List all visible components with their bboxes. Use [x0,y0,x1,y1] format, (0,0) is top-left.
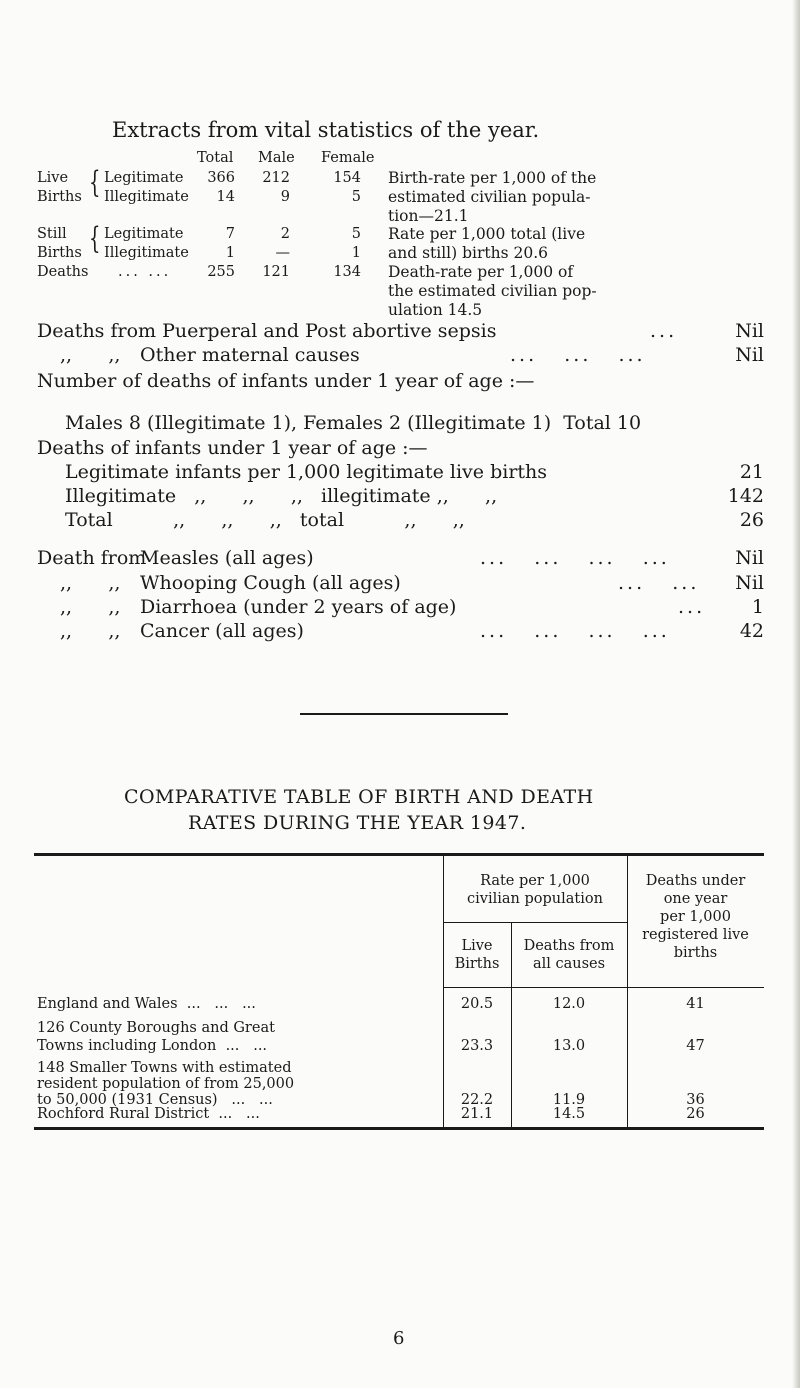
table-cell-deaths: 14.5 [552,1106,586,1122]
note-line: tion—21.1 [388,207,469,225]
comparative-title: COMPARATIVE TABLE OF BIRTH AND DEATH [124,786,594,808]
table-cell-infant: 41 [686,996,705,1012]
infant-rate-heading: Deaths of infants under 1 year of age :— [37,437,428,459]
infant-rate-value: 142 [727,485,764,507]
live-illegit-label: Illegitimate [104,189,189,205]
col-infant-header: Deaths under [645,873,746,889]
comparative-subtitle: RATES DURING THE YEAR 1947. [188,812,527,834]
ditto-mark: ,, ,, [60,344,121,366]
col-infant-header: registered live [642,927,749,943]
col-infant-header: one year [663,891,728,907]
cause-prefix: ,, ,, [60,572,121,594]
table-cell-live: 21.1 [460,1106,494,1122]
col-live-header: Live [461,938,493,954]
still-illegit-female: 1 [351,245,361,261]
table-row-name: to 50,000 (1931 Census) ... ... [37,1092,273,1108]
infant-heading: Number of deaths of infants under 1 year of age :— [37,370,535,392]
col-deaths-header: all causes [532,956,606,972]
note-line: Death-rate per 1,000 of [388,263,574,281]
col-live-header: Births [454,956,500,972]
still-legit-male: 2 [280,226,290,242]
cause-value: 1 [751,596,764,618]
note-line: Rate per 1,000 total (live [388,225,586,243]
deaths-total: 255 [207,264,235,280]
table-cell-deaths: 13.0 [552,1038,586,1054]
note-line: Birth-rate per 1,000 of the [388,169,597,187]
infant-summary: Males 8 (Illegitimate 1), Females 2 (Illegitimate 1) Total 10 [65,412,642,434]
table-row-name: 126 County Boroughs and Great [37,1020,275,1036]
cause-value: Nil [735,572,764,594]
table-row-name: resident population of from 25,000 [37,1076,295,1092]
live-legit-label: Legitimate [104,170,184,186]
puerperal-value: Nil [735,320,764,342]
col-group-header: Rate per 1,000 [480,873,590,889]
still-illegit-total: 1 [225,245,235,261]
other-maternal-label: Other maternal causes [140,344,360,366]
note-line: and still) births 20.6 [388,244,548,262]
col-infant-header: births [673,945,718,961]
infant-rate-label: Total ,, ,, ,, total ,, ,, [65,509,465,531]
live-legit-male: 212 [262,170,290,186]
cause-value: 42 [739,620,764,642]
live-illegit-male: 9 [280,189,290,205]
other-maternal-value: Nil [735,344,764,366]
cause-leader: ... ... [618,572,700,594]
table-cell-live: 20.5 [460,996,494,1012]
table-subhead-rule [443,922,627,923]
table-head-rule [443,987,764,988]
table-cell-infant: 26 [686,1106,705,1122]
cause-prefix: ,, ,, [60,620,121,642]
still-legit-total: 7 [225,226,235,242]
still-illegit-label: Illegitimate [104,245,189,261]
cause-label: Measles (all ages) [140,547,314,569]
col-deaths-header: Deaths from [523,938,615,954]
infant-rate-label: Legitimate infants per 1,000 legitimate live births [65,461,548,483]
other-maternal-leader: ... ... ... [510,344,646,366]
live-label: Live [37,170,69,186]
puerperal-leader: ... [650,320,678,342]
infant-rate-value: 26 [739,509,764,531]
cause-leader: ... [678,596,706,618]
live-illegit-female: 5 [351,189,361,205]
deaths-male: 121 [262,264,290,280]
table-cell-infant: 36 [686,1092,705,1108]
still-illegit-male: — [275,245,290,261]
deaths-female: 134 [333,264,361,280]
table-cell-deaths: 11.9 [552,1092,586,1108]
page-number: 6 [393,1328,405,1349]
cause-leader: ... ... ... ... [480,547,670,569]
births-label: Births [37,189,82,205]
still-legit-female: 5 [351,226,361,242]
still-births-label: Births [37,245,82,261]
infant-rate-label: Illegitimate ,, ,, ,, illegitimate ,, ,, [65,485,498,507]
page-edge [792,0,800,1388]
table-row-name: England and Wales ... ... ... [37,996,256,1012]
cause-prefix: Death from [37,547,147,569]
note-line: the estimated civilian pop- [388,282,597,300]
note-line: ulation 14.5 [388,301,483,319]
table-cell-live: 23.3 [460,1038,494,1054]
table-cell-deaths: 12.0 [552,996,586,1012]
table-row-name: Towns including London ... ... [37,1038,268,1054]
live-legit-female: 154 [333,170,361,186]
cause-label: Diarrhoea (under 2 years of age) [140,596,457,618]
deaths-label: Deaths [37,264,89,280]
cause-label: Cancer (all ages) [140,620,304,642]
cause-leader: ... ... ... ... [480,620,670,642]
note-line: estimated civilian popula- [388,188,591,206]
table-row-name: 148 Smaller Towns with estimated [37,1060,292,1076]
page-title: Extracts from vital statistics of the year. [112,118,540,142]
col-group-header: civilian population [467,891,603,907]
header-female: Female [321,150,375,166]
deaths-leader: ... ... [118,264,172,280]
table-row-name: Rochford Rural District ... ... [37,1106,260,1122]
cause-value: Nil [735,547,764,569]
brace-icon: { [89,165,101,200]
live-illegit-total: 14 [216,189,235,205]
header-male: Male [258,150,295,166]
brace-icon: { [89,221,101,256]
header-total: Total [197,150,234,166]
table-top-rule [34,853,764,856]
cause-label: Whooping Cough (all ages) [140,572,401,594]
cause-prefix: ,, ,, [60,596,121,618]
live-legit-total: 366 [207,170,235,186]
puerperal-label: Deaths from Puerperal and Post abortive sepsis [37,320,497,342]
still-label: Still [37,226,67,242]
table-bottom-rule [34,1127,764,1130]
col-infant-header: per 1,000 [660,909,731,925]
table-cell-live: 22.2 [460,1092,494,1108]
table-cell-infant: 47 [686,1038,705,1054]
still-legit-label: Legitimate [104,226,184,242]
infant-rate-value: 21 [739,461,764,483]
section-divider [300,713,508,715]
